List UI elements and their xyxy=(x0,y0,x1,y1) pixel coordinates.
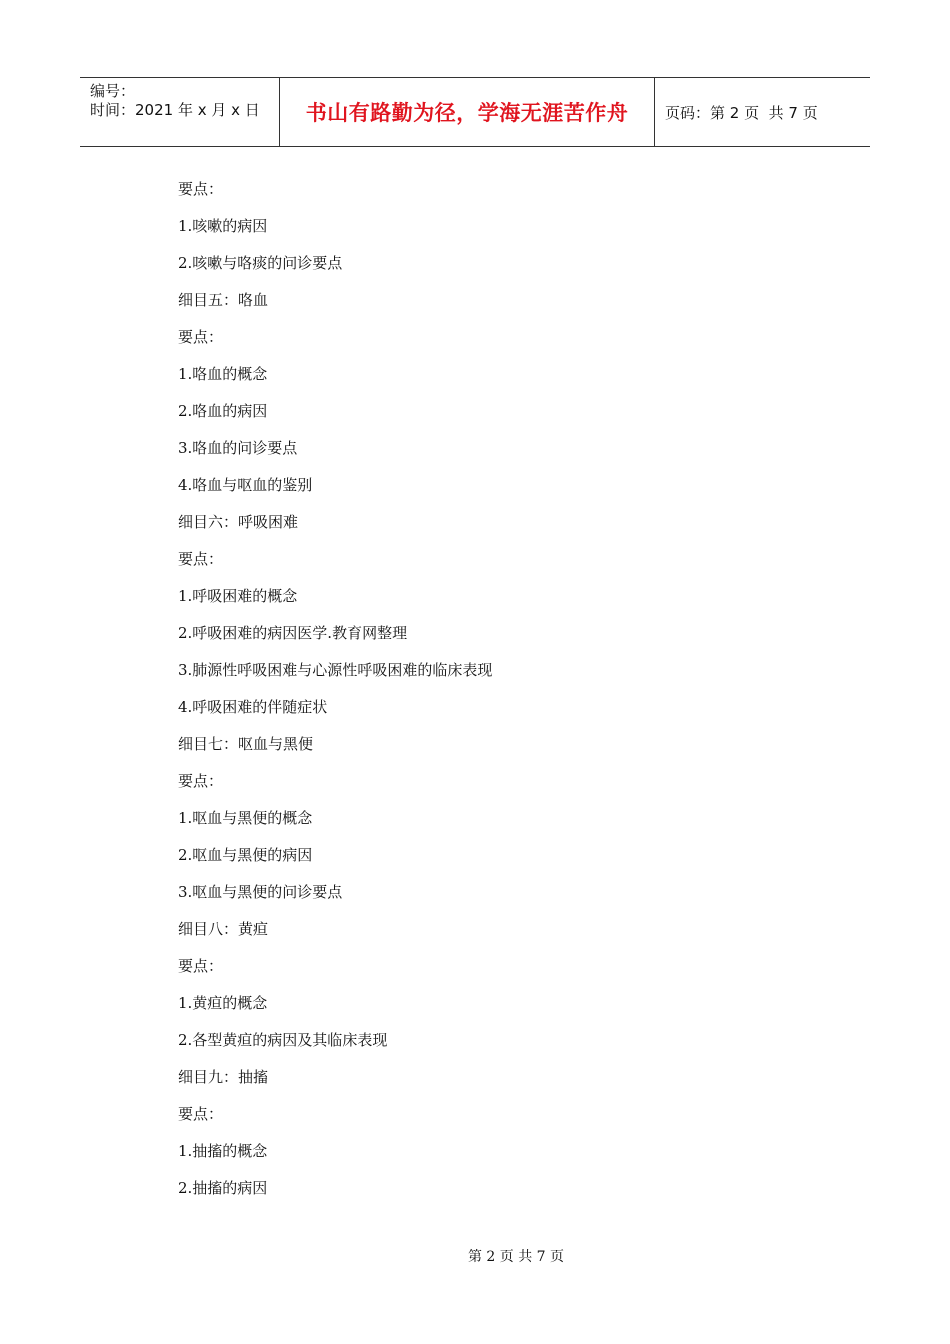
content-line: 要点： xyxy=(178,1105,224,1123)
content-line: 要点： xyxy=(178,180,224,198)
content-line: 2.呼吸困难的病因医学.教育网整理 xyxy=(178,624,408,642)
content-line: 2.抽搐的病因 xyxy=(178,1179,268,1197)
content-line: 4.呼吸困难的伴随症状 xyxy=(178,698,328,716)
document-number-label: 编号： xyxy=(90,82,136,100)
section-heading: 细目九：抽搐 xyxy=(178,1068,269,1086)
content-line: 2.呕血与黑便的病因 xyxy=(178,846,313,864)
content-line: 要点： xyxy=(178,328,224,346)
section-heading: 细目六：呼吸困难 xyxy=(178,513,299,531)
content-line: 1.呼吸困难的概念 xyxy=(178,587,298,605)
content-line: 要点： xyxy=(178,772,224,790)
content-line: 1.咯血的概念 xyxy=(178,365,268,383)
page-footer: 第 2 页 共 7 页 xyxy=(467,1249,565,1265)
content-line: 要点： xyxy=(178,550,224,568)
header-meta xyxy=(80,78,280,146)
content-line: 1.抽搐的概念 xyxy=(178,1142,268,1160)
content-line: 1.黄疸的概念 xyxy=(178,994,268,1012)
content-line: 4.咯血与呕血的鉴别 xyxy=(178,476,313,494)
content-line: 要点： xyxy=(178,957,224,975)
content-line: 2.咯血的病因 xyxy=(178,402,268,420)
content-line: 3.呕血与黑便的问诊要点 xyxy=(178,883,343,901)
content-line: 1.呕血与黑便的概念 xyxy=(178,809,313,827)
document-time-label: 时间：2021 年 x 月 x 日 xyxy=(90,101,260,119)
content-line: 3.肺源性呼吸困难与心源性呼吸困难的临床表现 xyxy=(178,661,493,679)
section-heading: 细目五：咯血 xyxy=(178,291,269,309)
header-page-info: 页码：第 2 页 共 7 页 xyxy=(665,103,818,122)
section-heading: 细目八：黄疸 xyxy=(178,920,269,938)
header-motto: 书山有路勤为径，学海无涯苦作舟 xyxy=(280,78,655,146)
content-line: 2.各型黄疸的病因及其临床表现 xyxy=(178,1031,388,1049)
syllabus-content xyxy=(178,171,492,1207)
page-header xyxy=(80,77,870,147)
content-line: 3.咯血的问诊要点 xyxy=(178,439,298,457)
content-line: 2.咳嗽与咯痰的问诊要点 xyxy=(178,254,343,272)
content-line: 1.咳嗽的病因 xyxy=(178,217,268,235)
section-heading: 细目七：呕血与黑便 xyxy=(178,735,314,753)
